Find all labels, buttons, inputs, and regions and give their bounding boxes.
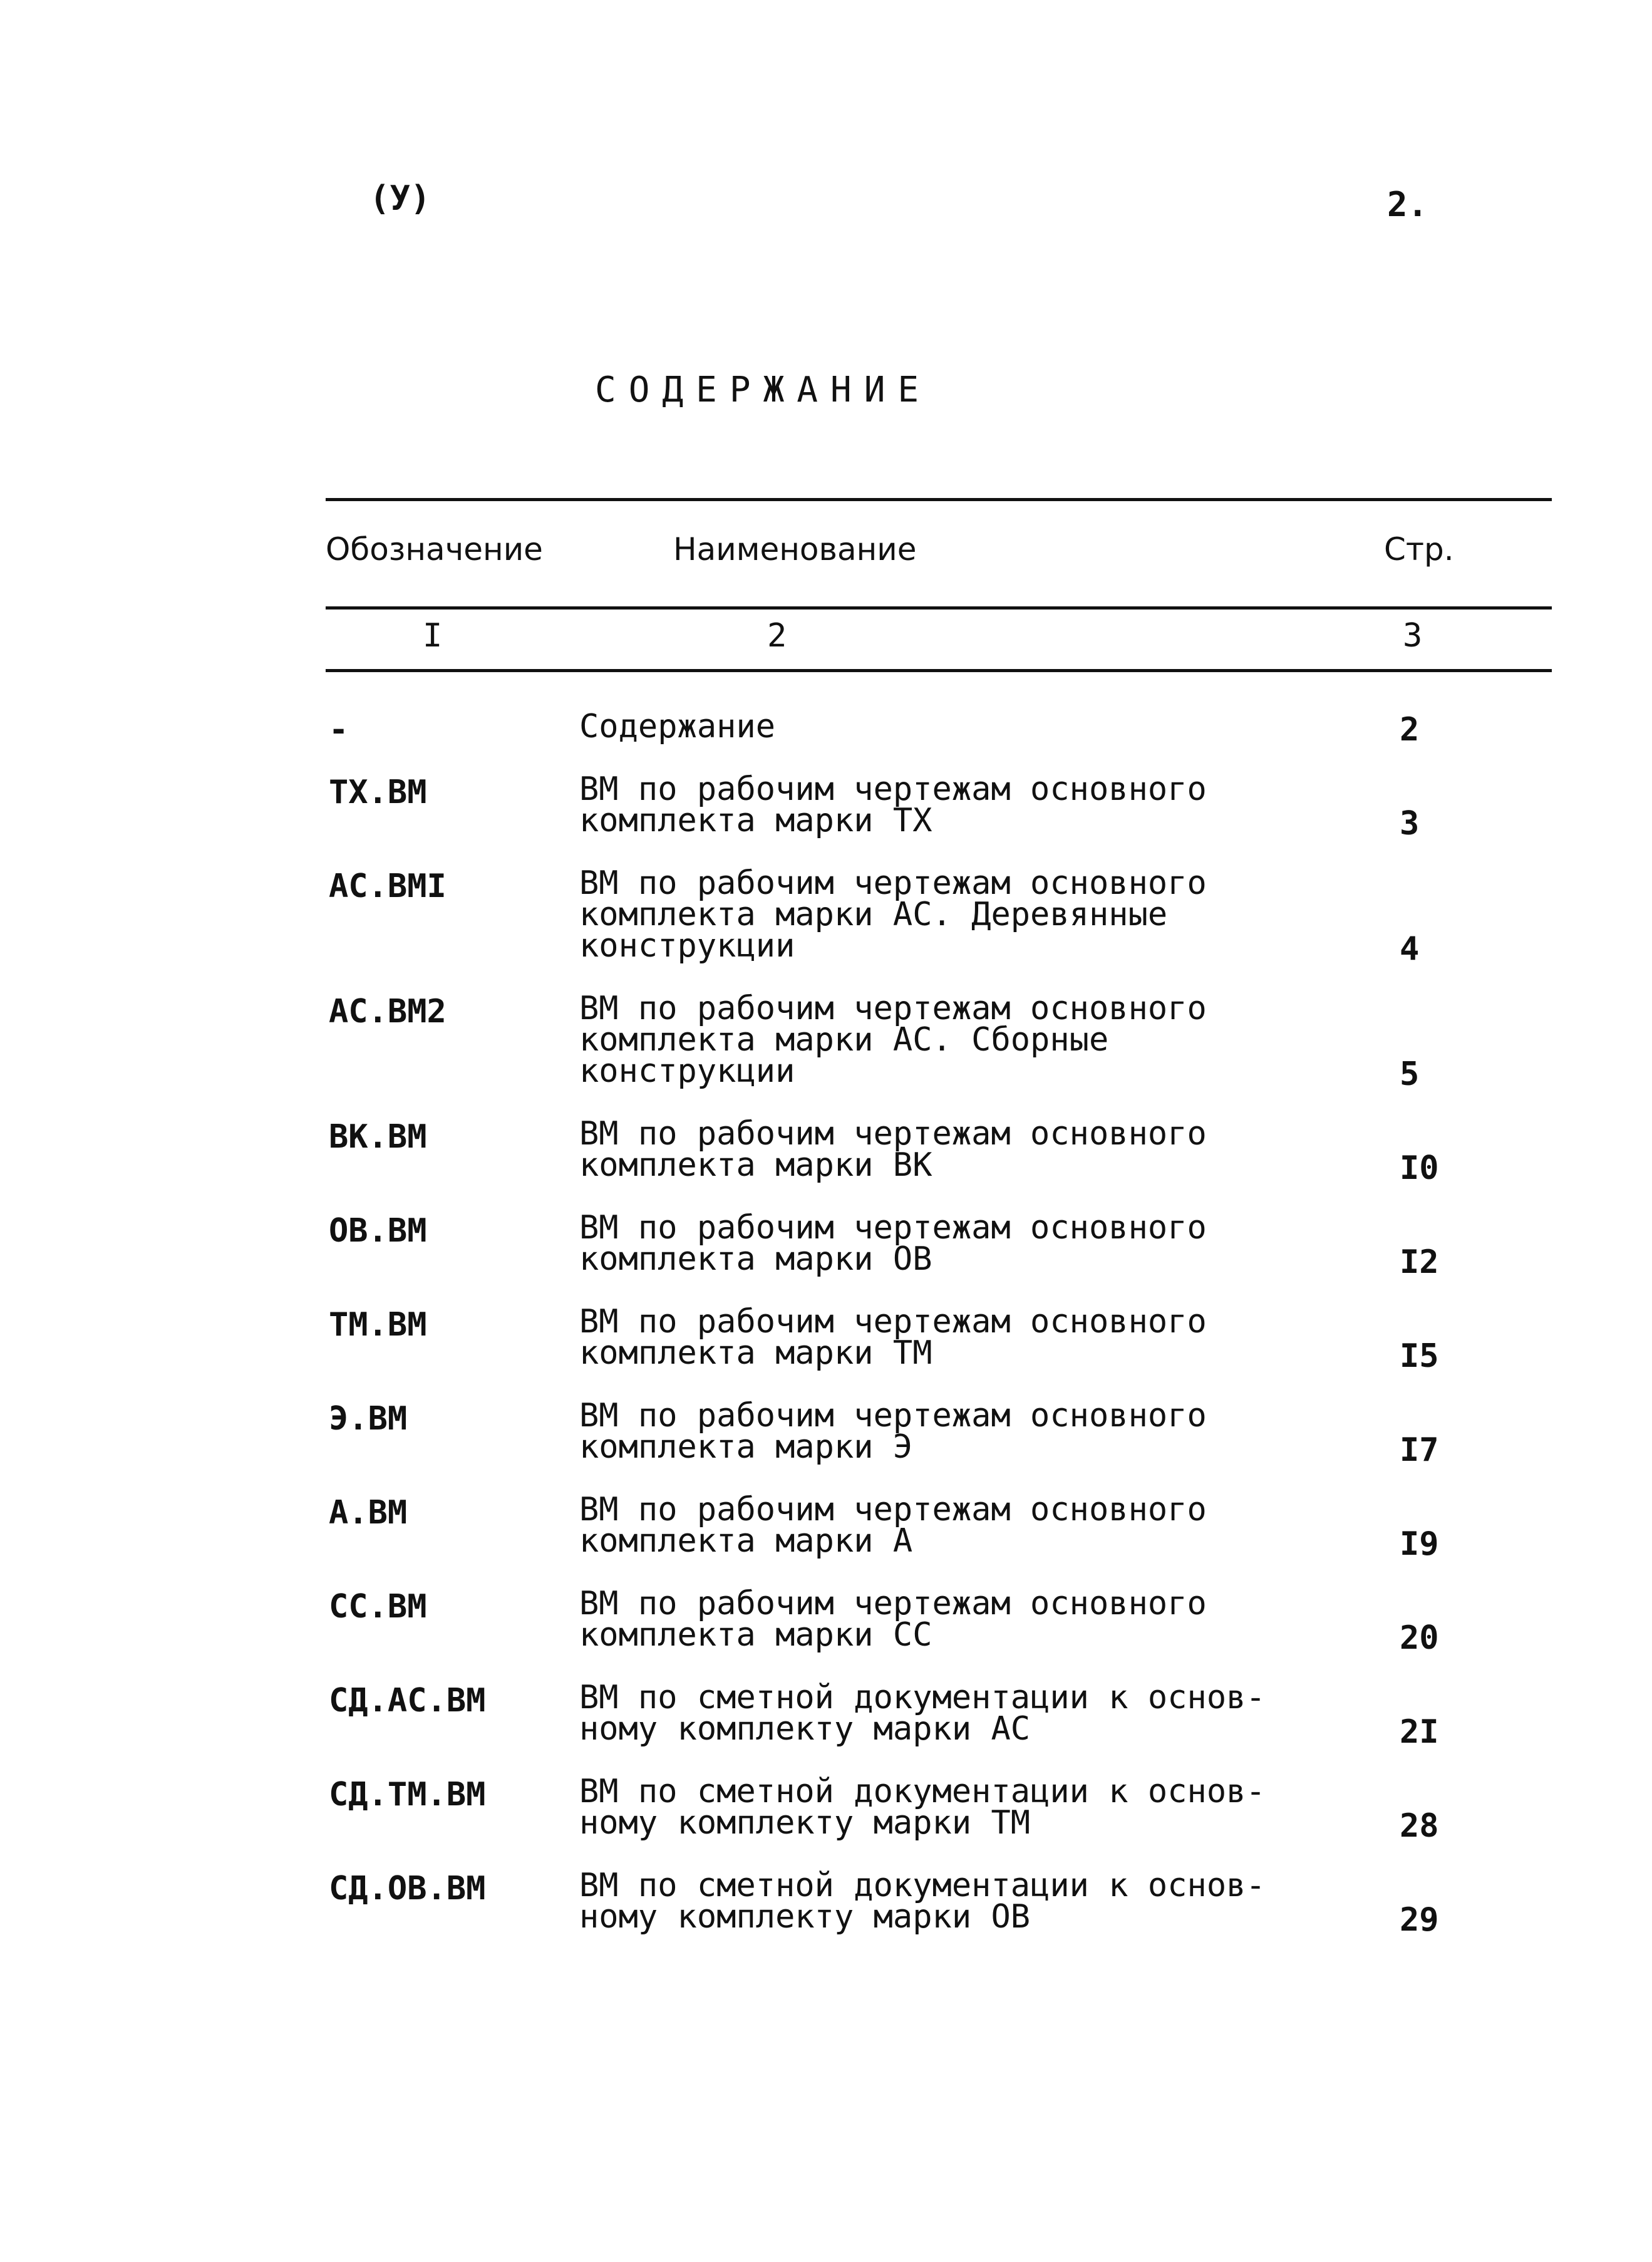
column-numbers-rule xyxy=(326,669,1552,672)
row-name-line: конструкции xyxy=(579,927,795,965)
row-name-line: ВМ по рабочим чертежам основного xyxy=(579,1585,1207,1622)
row-designation: Э.ВМ xyxy=(329,1400,408,1438)
row-name-line: ВМ по рабочим чертежам основного xyxy=(579,1491,1207,1528)
row-designation: ТХ.ВМ xyxy=(329,774,427,811)
row-name xyxy=(579,1585,1299,1654)
row-name xyxy=(579,864,1299,965)
row-name-line: ВМ по сметной документации к основ- xyxy=(579,1679,1266,1716)
row-name-line: комплекта марки А xyxy=(579,1522,913,1560)
row-designation: СД.АС.ВМ xyxy=(329,1682,486,1720)
row-name xyxy=(579,1303,1299,1372)
row-page: 20 xyxy=(1400,1619,1439,1657)
row-name xyxy=(579,770,1299,839)
row-designation: АС.ВМ2 xyxy=(329,993,447,1030)
row-name-line: ному комплекту марки ТМ xyxy=(579,1804,1031,1842)
row-name xyxy=(579,1679,1299,1748)
row-designation: ВК.ВМ xyxy=(329,1118,427,1156)
table-top-rule xyxy=(326,498,1552,501)
row-name-line: ному комплекту марки ОВ xyxy=(579,1898,1031,1936)
row-page: I5 xyxy=(1400,1337,1439,1375)
row-name-line: ВМ по рабочим чертежам основного xyxy=(579,770,1207,808)
row-designation: - xyxy=(329,711,349,749)
row-name-line: ВМ по рабочим чертежам основного xyxy=(579,1209,1207,1247)
row-page: I7 xyxy=(1400,1431,1439,1469)
column-header-name: Наименование xyxy=(673,531,917,568)
row-name xyxy=(579,1773,1299,1842)
column-header-designation: Обозначение xyxy=(326,531,543,568)
row-name-line: ВМ по сметной документации к основ- xyxy=(579,1867,1266,1904)
row-name-line: ному комплекту марки АС xyxy=(579,1710,1031,1748)
row-name xyxy=(579,990,1299,1090)
row-name-line: комплекта марки АС. Сборные xyxy=(579,1021,1109,1059)
row-name-line: комплекта марки ОВ xyxy=(579,1240,932,1278)
column-header-page: Стр. xyxy=(1384,531,1454,568)
row-designation: ОВ.ВМ xyxy=(329,1212,427,1250)
header-rule xyxy=(326,606,1552,610)
row-designation: СД.ОВ.ВМ xyxy=(329,1870,486,1907)
row-designation: А.ВМ xyxy=(329,1494,408,1532)
row-name xyxy=(579,1491,1299,1560)
row-page: I0 xyxy=(1400,1149,1439,1187)
column-number-2: 2 xyxy=(767,617,787,655)
row-name-line: комплекта марки ТХ xyxy=(579,802,932,839)
row-name-line: ВМ по рабочим чертежам основного xyxy=(579,1303,1207,1341)
document-marker: (У) xyxy=(369,179,431,218)
column-number-1: I xyxy=(423,617,443,655)
row-name-line: ВМ по рабочим чертежам основного xyxy=(579,990,1207,1027)
row-name-line: ВМ по сметной документации к основ- xyxy=(579,1773,1266,1810)
row-designation: СС.ВМ xyxy=(329,1588,427,1626)
row-name-line: комплекта марки Э xyxy=(579,1428,913,1466)
row-name-line: комплекта марки АС. Деревянные xyxy=(579,896,1168,933)
row-name xyxy=(579,1867,1299,1936)
row-name-line: ВМ по рабочим чертежам основного xyxy=(579,1115,1207,1153)
row-name-line: ВМ по рабочим чертежам основного xyxy=(579,864,1207,902)
row-designation: АС.ВМI xyxy=(329,868,447,905)
row-designation: СД.ТМ.ВМ xyxy=(329,1776,486,1813)
column-number-3: 3 xyxy=(1403,617,1423,655)
row-name-line: комплекта марки ВК xyxy=(579,1146,932,1184)
row-name-line: конструкции xyxy=(579,1052,795,1090)
row-name xyxy=(579,708,1299,745)
row-page: 2 xyxy=(1400,711,1420,749)
row-name-line: комплекта марки ТМ xyxy=(579,1334,932,1372)
row-name xyxy=(579,1397,1299,1466)
row-page: 28 xyxy=(1400,1807,1439,1845)
page-number: 2. xyxy=(1387,185,1428,224)
row-page: 3 xyxy=(1400,805,1420,843)
row-name xyxy=(579,1115,1299,1184)
row-page: 29 xyxy=(1400,1901,1439,1939)
row-name-line: комплекта марки СС xyxy=(579,1616,932,1654)
row-name-line: ВМ по рабочим чертежам основного xyxy=(579,1397,1207,1435)
row-designation: ТМ.ВМ xyxy=(329,1306,427,1344)
row-page: I2 xyxy=(1400,1243,1439,1281)
row-name xyxy=(579,1209,1299,1278)
row-page: 4 xyxy=(1400,930,1420,968)
page-title: СОДЕРЖАНИЕ xyxy=(595,370,932,410)
row-name-line: Содержание xyxy=(579,708,776,745)
row-page: I9 xyxy=(1400,1525,1439,1563)
row-page: 2I xyxy=(1400,1713,1439,1751)
row-page: 5 xyxy=(1400,1056,1420,1093)
